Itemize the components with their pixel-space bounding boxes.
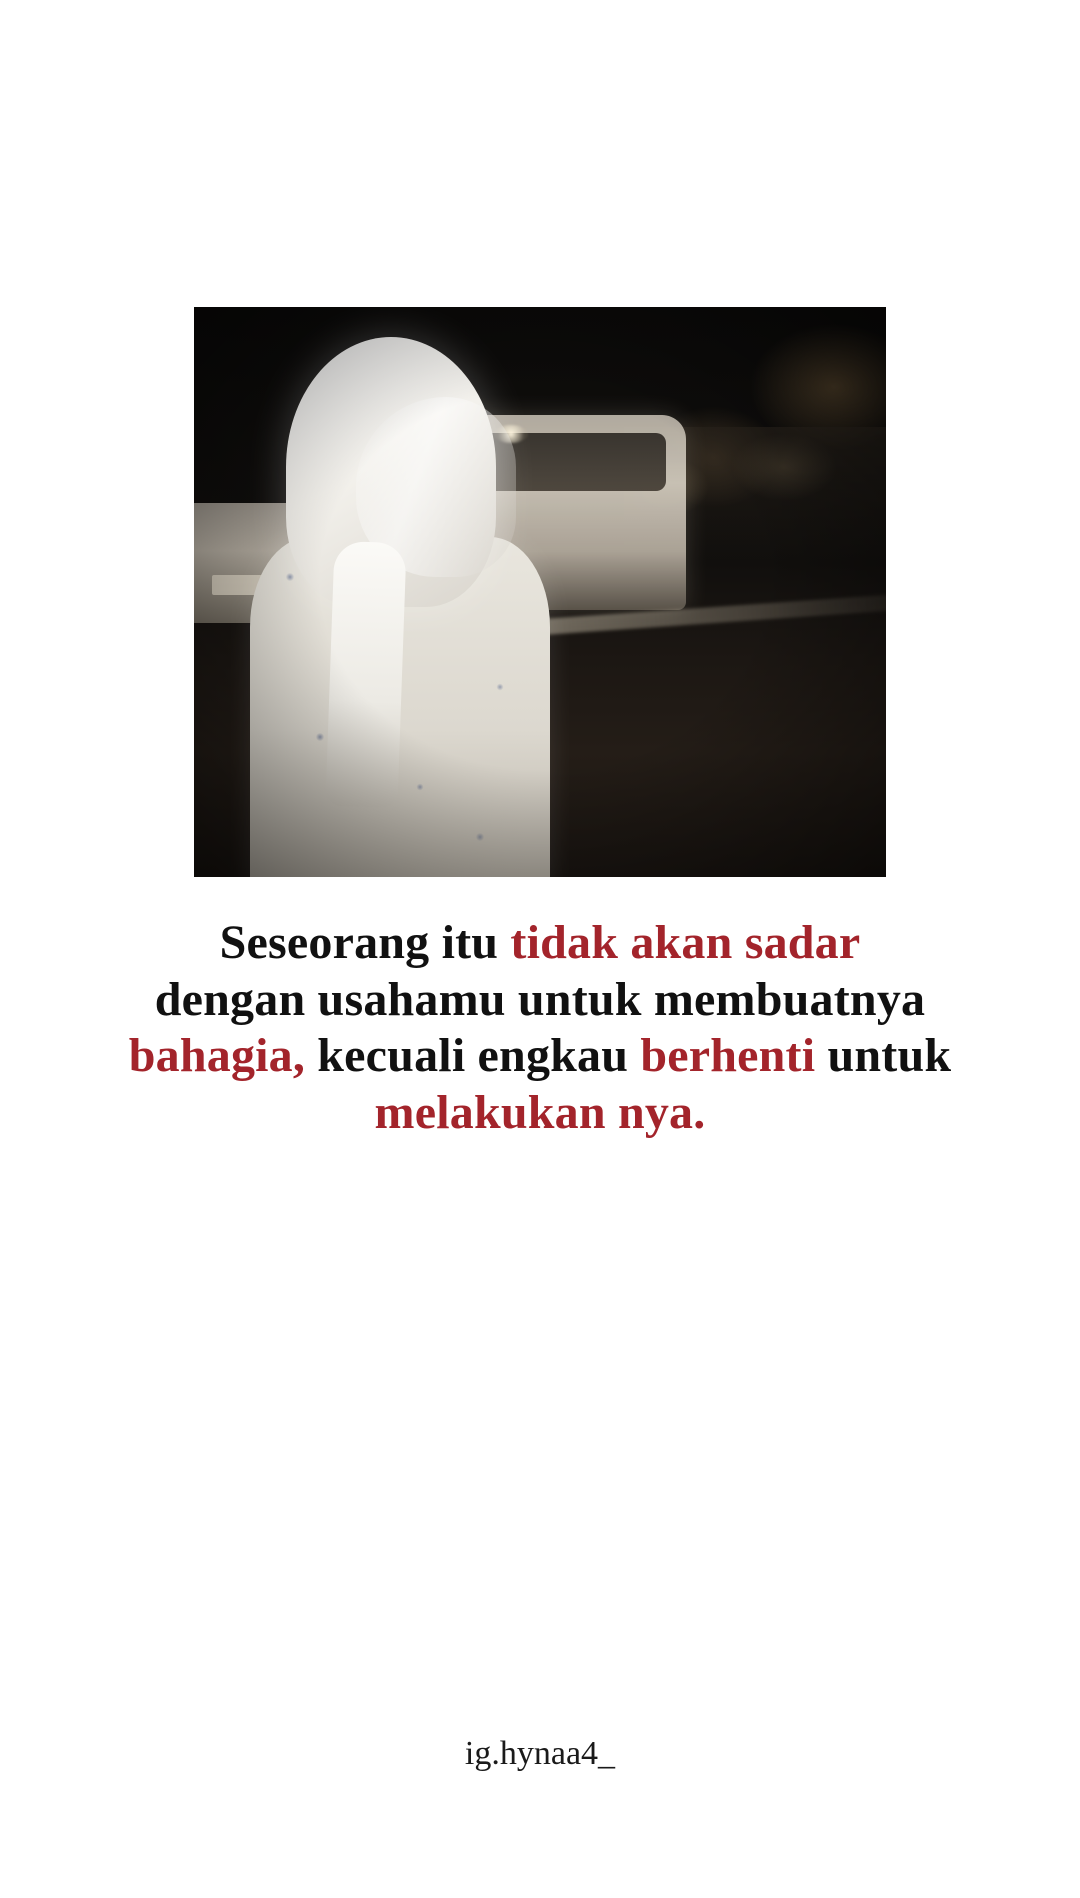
person-figure	[234, 327, 554, 877]
quote-text	[90, 915, 990, 1142]
quote-line3-highlight-b: berhenti	[640, 1029, 816, 1083]
quote-line4-highlight: melakukan nya.	[374, 1085, 706, 1139]
quote-line3-plain: kecuali engkau	[305, 1029, 641, 1083]
quote-line1-highlight: tidak akan sadar	[510, 916, 861, 969]
quote-line3-tail: untuk	[815, 1029, 952, 1083]
quote-line3-highlight-a: bahagia,	[128, 1029, 306, 1083]
instagram-handle: ig.hynaa4_	[464, 1735, 616, 1772]
quote-line1-plain: Seseorang itu	[219, 916, 511, 969]
quote-line2: dengan usahamu untuk membuatnya	[154, 972, 926, 1026]
night-street-photo	[194, 307, 886, 877]
hijab-tail	[325, 541, 406, 808]
photo-container	[194, 307, 886, 877]
